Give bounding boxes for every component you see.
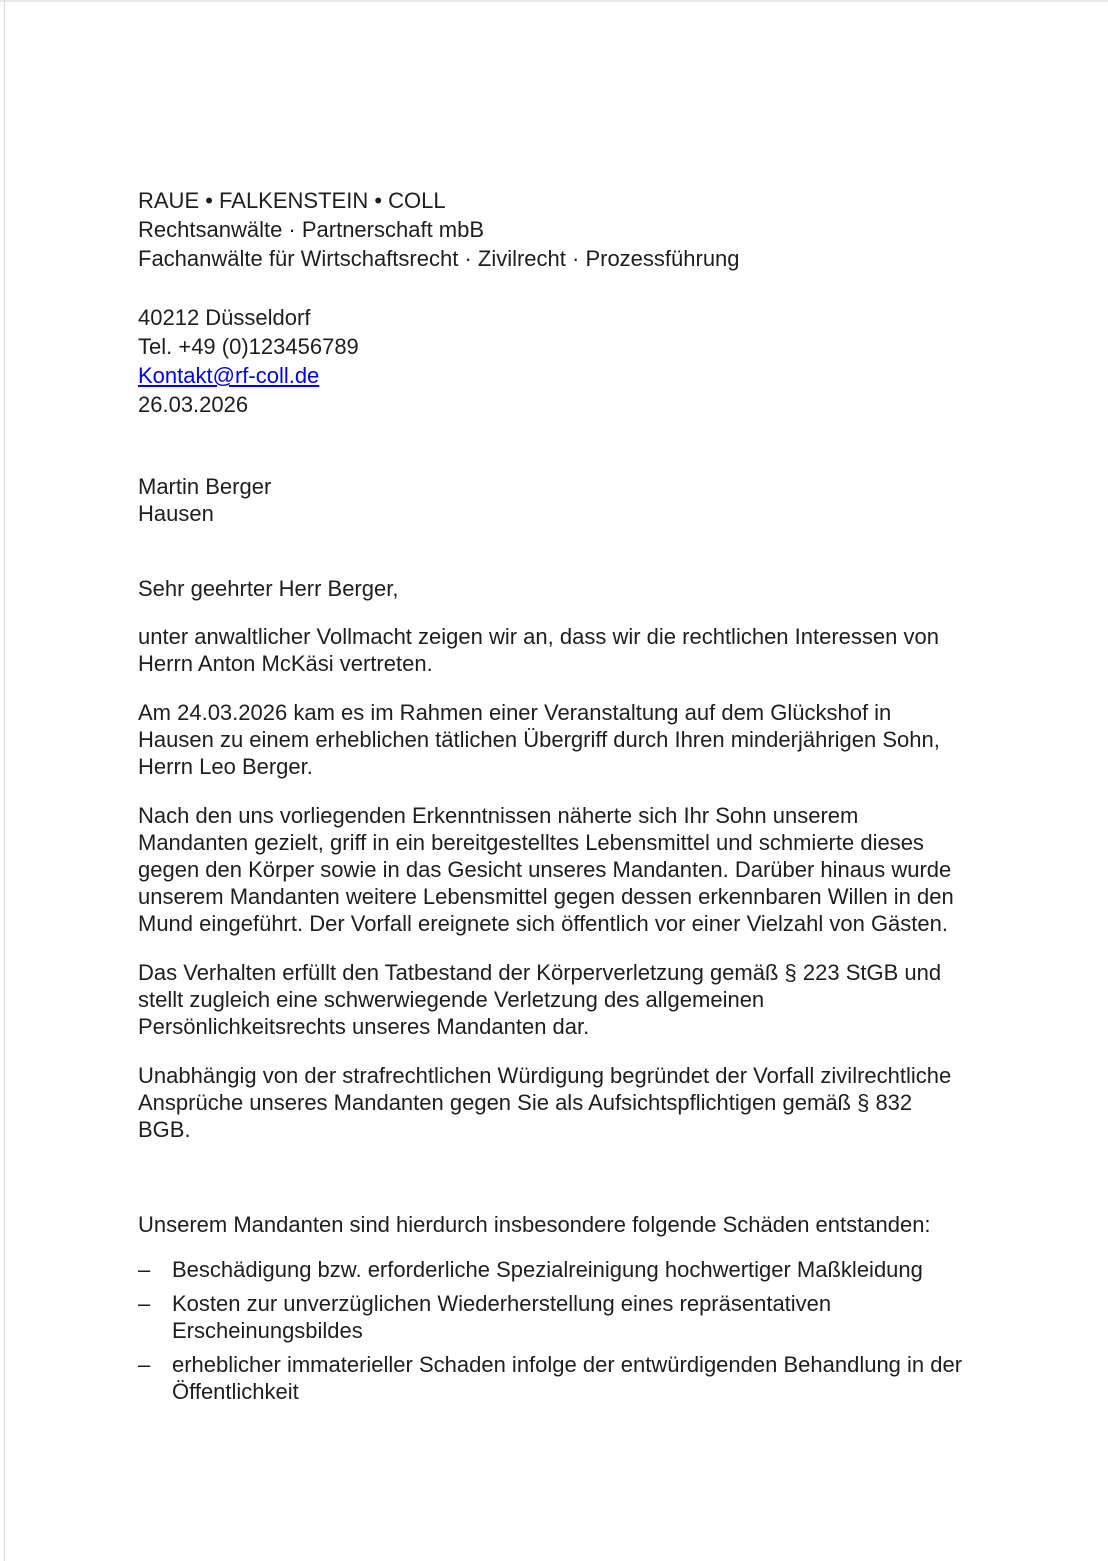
paragraph-line: Herrn Anton McKäsi vertreten.: [138, 651, 433, 676]
damages-list: [138, 1256, 998, 1405]
contact-block: [138, 303, 998, 419]
recipient-name: Martin Berger: [138, 474, 272, 499]
recipient-block: [138, 473, 998, 527]
paragraph-line: Am 24.03.2026 kam es im Rahmen einer Veranstaltung auf dem Glückshof in: [138, 700, 892, 725]
letter-date: 26.03.2026: [138, 392, 249, 417]
paragraph-line: Mund eingeführt. Der Vorfall ereignete sich öffentlich vor einer Vielzahl von Gästen.: [138, 911, 948, 936]
list-item: [138, 1290, 998, 1344]
paragraph-line: Das Verhalten erfüllt den Tatbestand der Körperverletzung gemäß § 223 StGB und: [138, 960, 942, 985]
dash-bullet-icon: –: [138, 1291, 151, 1316]
list-item: [138, 1351, 998, 1405]
paragraph-line: Ansprüche unseres Mandanten gegen Sie als Aufsichtspflichtigen gemäß § 832: [138, 1090, 913, 1115]
letter-page: [138, 186, 998, 1412]
paragraph-line: unserem Mandanten weitere Lebensmittel gegen dessen erkennbaren Willen in den: [138, 884, 954, 909]
paragraph: [138, 699, 998, 780]
damages-intro: Unserem Mandanten sind hierdurch insbesondere folgende Schäden entstanden:: [138, 1212, 931, 1237]
list-item-line: Öffentlichkeit: [172, 1379, 299, 1404]
paragraph: [138, 802, 998, 937]
list-item-line: erheblicher immaterieller Schaden infolge der entwürdigenden Behandlung in der: [172, 1352, 963, 1377]
paragraph-line: Herrn Leo Berger.: [138, 754, 313, 779]
firm-phone: Tel. +49 (0)123456789: [138, 334, 359, 359]
paragraph-line: BGB.: [138, 1117, 191, 1142]
dash-bullet-icon: –: [138, 1257, 151, 1282]
paragraph-line: unter anwaltlicher Vollmacht zeigen wir an, dass wir die rechtlichen Interessen von: [138, 624, 939, 649]
paragraph-line: Persönlichkeitsrechts unseres Mandanten dar.: [138, 1014, 590, 1039]
paragraph-line: gegen den Körper sowie in das Gesicht unseres Mandanten. Darüber hinaus wurde: [138, 857, 952, 882]
salutation: Sehr geehrter Herr Berger,: [138, 576, 399, 601]
recipient-city: Hausen: [138, 501, 214, 526]
firm-subtitle-2: Fachanwälte für Wirtschaftsrecht · Zivilrecht · Prozessführung: [138, 246, 740, 271]
paragraph-line: Nach den uns vorliegenden Erkenntnissen näherte sich Ihr Sohn unserem: [138, 803, 859, 828]
list-item-line: Erscheinungsbildes: [172, 1318, 363, 1343]
list-item: [138, 1256, 998, 1283]
page-left-edge: [4, 0, 5, 1561]
letterhead: [138, 186, 998, 273]
paragraph-line: Mandanten gezielt, griff in ein bereitgestelltes Lebensmittel und schmierte dieses: [138, 830, 924, 855]
firm-name: RAUE • FALKENSTEIN • COLL: [138, 188, 446, 213]
paragraph: [138, 1062, 998, 1143]
paragraph-line: Unabhängig von der strafrechtlichen Würdigung begründet der Vorfall zivilrechtliche: [138, 1063, 952, 1088]
paragraph: [138, 959, 998, 1040]
list-item-line: Kosten zur unverzüglichen Wiederherstellung eines repräsentativen: [172, 1291, 832, 1316]
firm-subtitle-1: Rechtsanwälte · Partnerschaft mbB: [138, 217, 485, 242]
email-link[interactable]: Kontakt@rf-coll.de: [138, 363, 320, 388]
dash-bullet-icon: –: [138, 1352, 151, 1377]
page-top-edge: [0, 0, 1108, 2]
paragraph-line: Hausen zu einem erheblichen tätlichen Übergriff durch Ihren minderjährigen Sohn,: [138, 727, 940, 752]
paragraph: [138, 623, 998, 677]
firm-address: 40212 Düsseldorf: [138, 305, 311, 330]
list-item-line: Beschädigung bzw. erforderliche Spezialreinigung hochwertiger Maßkleidung: [172, 1257, 923, 1282]
paragraph-line: stellt zugleich eine schwerwiegende Verletzung des allgemeinen: [138, 987, 765, 1012]
